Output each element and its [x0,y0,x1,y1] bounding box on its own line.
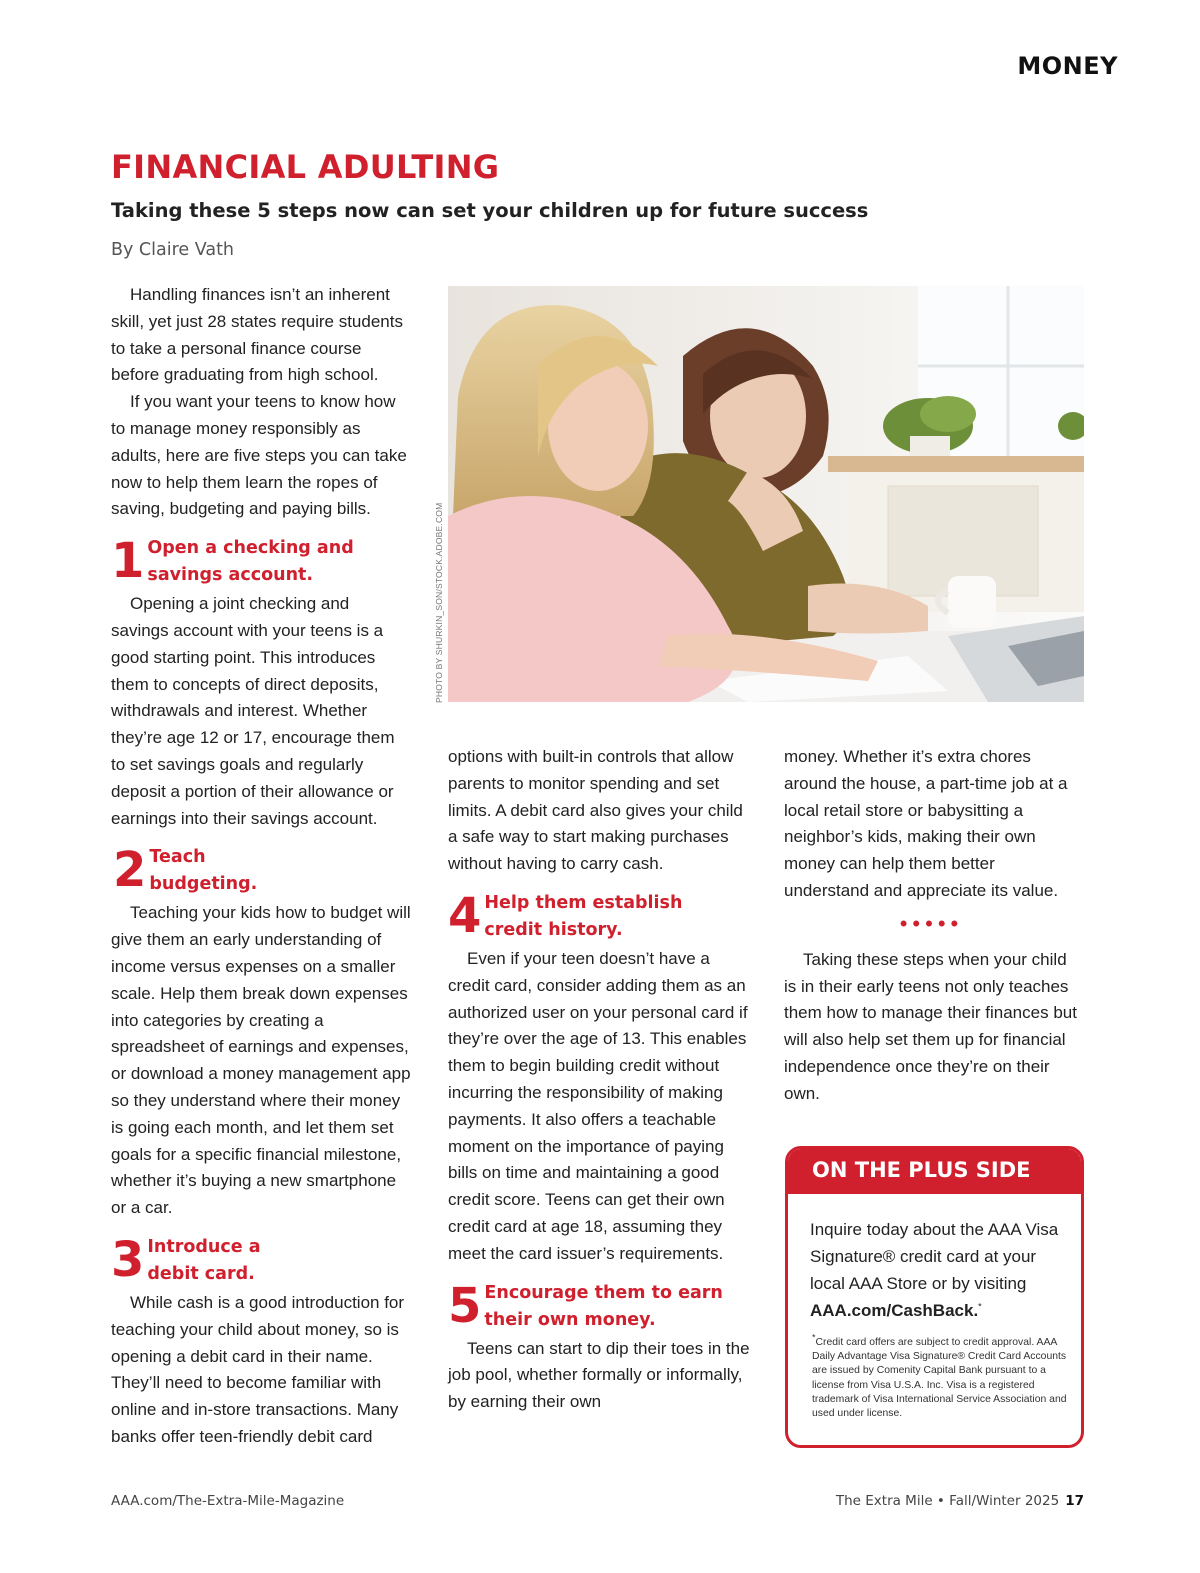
step-title: Teach budgeting. [149,847,258,895]
step-5-body-continued: money. Whether it’s extra chores around the house, a part-time job at a local retail store or babysitting a neighbor’s kids, making their own money can help them better understand and appreciate its value. [784,747,1068,900]
article-headline: FINANCIAL ADULTING [111,148,500,186]
step-2-body: Teaching your kids how to budget will give them an early understanding of income versus expenses on a smaller scale. Help them break down expenses into categories by creating a spreadsheet of earnings and expenses, or download a money management app so they understand where their money is going each month, and let them set goals for a specific financial milestone, whether it’s buying a new smartphone or a car. [111,903,411,1218]
section-divider: ••••• [899,910,964,936]
footnote-mark: * [812,1332,816,1343]
column-3 [784,744,1079,1108]
cashback-link[interactable]: AAA.com/CashBack. [810,1301,979,1320]
conclusion-paragraph: Taking these steps when your child is in their early teens not only teaches them how to manage their finances but will also help set them up for financial independence once they’re on their own. [784,949,1077,1103]
step-5-heading [448,1278,753,1334]
step-title: Introduce a debit card. [147,1236,261,1284]
intro-paragraph: Handling finances isn’t an inherent skill, yet just 28 states require students to take a personal finance course before graduating from high school. [111,285,403,385]
column-2 [448,744,753,1416]
step-title: Help them establish credit history. [484,892,683,940]
step-number: 3 [111,1231,145,1288]
step-number: 1 [111,533,145,590]
step-4-heading [448,888,753,944]
step-number: 2 [113,842,147,899]
photo-credit: PHOTO BY SHURKIN_SON/STOCK.ADOBE.COM [434,502,444,703]
section-label: MONEY [1017,52,1118,80]
step-5-body: Teens can start to dip their toes in the job pool, whether formally or informally, by earning their own [448,1338,750,1412]
article-photo [448,286,1084,702]
step-3-body-continued: options with built-in controls that allow parents to monitor spending and set limits. A debit card also gives your child a safe way to start making purchases without having to carry cash. [448,747,743,874]
step-number: 4 [448,887,482,944]
step-3-body: While cash is a good introduction for teaching your child about money, so is opening a debit card in their name. They’ll need to become familiar with online and in-store transactions. Many banks offer teen-friendly debit card [111,1292,405,1446]
plus-side-box [785,1146,1084,1448]
footnote-mark: * [978,1301,982,1312]
article-deck: Taking these 5 steps now can set your children up for future success [111,199,869,222]
article-byline: By Claire Vath [111,240,235,260]
step-number: 5 [448,1277,482,1334]
step-4-body: Even if your teen doesn’t have a credit card, consider adding them as an authorized user on your personal card if they’re over the age of 13. This enables them to begin building credit without incurring the responsibility of making payments. It also offers a teachable moment on the importance of paying bills on time and maintaining a good credit score. Teens can get their own credit card at age 18, assuming they meet the card issuer’s requirements. [448,948,748,1263]
step-3-heading [111,1232,411,1288]
plus-side-fine-print: *Credit card offers are subject to credit approval. AAA Daily Advantage Visa Signature® Credit Card Accounts are issued by Comenity Capital Bank pursuant to a license from Visa U.S.A. Inc. Visa is a registered trademark of Visa International Service Association and used under license. [812,1332,1067,1420]
step-title: Encourage them to earn their own money. [484,1282,723,1330]
plus-side-title: ON THE PLUS SIDE [788,1149,1081,1194]
footer-url[interactable]: AAA.com/The-Extra-Mile-Magazine [111,1493,345,1509]
column-1 [111,282,411,1451]
page-number: 17 [1065,1493,1084,1509]
step-2-heading [113,842,411,898]
step-1-heading [111,533,411,589]
footer-publication: The Extra Mile • Fall/Winter 2025 17 [835,1493,1084,1509]
plus-side-body: Inquire today about the AAA Visa Signature® credit card at your local AAA Store or by visiting AAA.com/CashBack.* [810,1220,1059,1320]
step-title: Open a checking and savings account. [147,538,354,586]
step-1-body: Opening a joint checking and savings account with your teens is a good starting point. This introduces them to concepts of direct deposits, withdrawals and interest. Whether they’re age 12 or 17, encourage them to set savings goals and regularly deposit a portion of their allowance or earnings into their savings account. [111,594,395,828]
intro-paragraph: If you want your teens to know how to manage money responsibly as adults, here are five steps you can take now to help them learn the ropes of saving, budgeting and paying bills. [111,392,407,519]
